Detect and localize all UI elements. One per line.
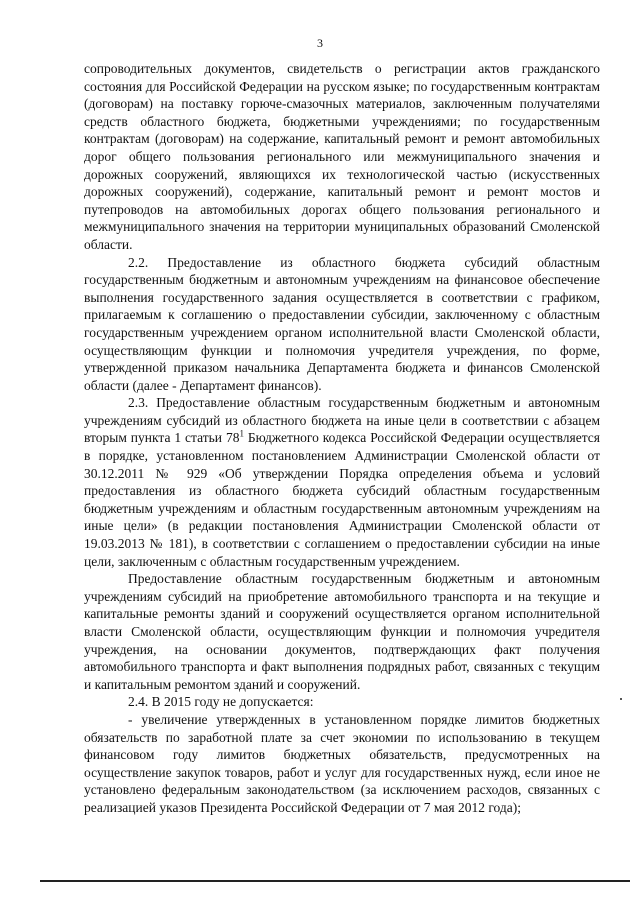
article-superscript: 1 — [239, 428, 244, 439]
paragraph-2-3 — [84, 394, 600, 570]
paragraph-subsidies-transport: Предоставление областным государственным бюджетным и автономным учреждениям субсидий на приобретение автомобильного транспорта и на текущие и капитальные ремонты зданий и сооружений осуществляется органом исполнительной власти Смоленской области, осуществляющим функции и полномочия учредителя учреждения, на основании документов, подтверждающих факт получения автомобильного транспорта и факт выполнения подрядных работ, связанных с текущим и капитальным ремонтом зданий и сооружений. — [84, 571, 600, 692]
margin-mark — [620, 698, 622, 700]
paragraph-2-4-item: - увеличение утвержденных в установленном порядке лимитов бюджетных обязательств по заработной плате за счет экономии по использованию в текущем финансовом году лимитов бюджетных обязательств, предусмотренных на осуществление закупок товаров, работ и услуг для государственных нужд, если иное не установлено федеральным законодательством (за исключением расходов, связанных с реализацией указов Президента Российской Федерации от 7 мая 2012 года); — [84, 711, 600, 815]
document-body — [84, 60, 600, 817]
bottom-rule — [40, 880, 630, 882]
paragraph-2-3-text-end: Бюджетного кодекса Российской Федерации осуществляется в порядке, установленном постановлением Администрации Смоленской области от 30.12.2011 № 929 «Об утверждении Порядка определения объема и условий предоставления из областного бюджета субсидий областным государственным бюджетным учреждениям и областным государственным автономным учреждениям на иные цели» (в редакции постановления Администрации Смоленской области от 19.03.2013 № 181), в соответствии с соглашением о предоставлении субсидии на иные цели, заключенным с областным государственным учреждением. — [84, 430, 600, 569]
paragraph-continuation: сопроводительных документов, свидетельств о регистрации актов гражданского состояния для Российской Федерации на русском языке; по государственным контрактам (договорам) на поставку горюче-смазочных материалов, заключенным получателями средств областного бюджета, бюджетными учреждениями; по государственным контрактам (договорам) на содержание, капитальный ремонт и ремонт автомобильных дорог общего пользования регионального или межмуниципального значения и дорожных сооружений, являющихся их технологической частью (искусственных дорожных сооружений), содержание, капитальный ремонт и ремонт мостов и путепроводов на автомобильных дорогах общего пользования регионального и межмуниципального значения на территории муниципальных образований Смоленской области. — [84, 61, 600, 252]
paragraph-2-4: 2.4. В 2015 году не допускается: — [128, 694, 314, 710]
paragraph-2-2: 2.2. Предоставление из областного бюджета субсидий областным государственным бюджетным и автономным учреждениям на финансовое обеспечение выполнения государственного задания осуществляется в соответствии с графиком, прилагаемым к соглашению о предоставлении субсидии, заключенному с областным государственным учреждением органом исполнительной власти Смоленской области, осуществляющим функции и полномочия учредителя учреждения, по форме, утвержденной приказом начальника Департамента бюджета и финансов Смоленской области (далее - Департамент финансов). — [84, 254, 600, 393]
page-number: 3 — [317, 36, 323, 50]
paragraph-2-3-text-start: 2.3. Предоставление областным государственным бюджетным и автономным учреждениям субсидий из областного бюджета на иные цели в соответствии с абзацем вторым пункта 1 статьи 78 — [84, 395, 600, 446]
